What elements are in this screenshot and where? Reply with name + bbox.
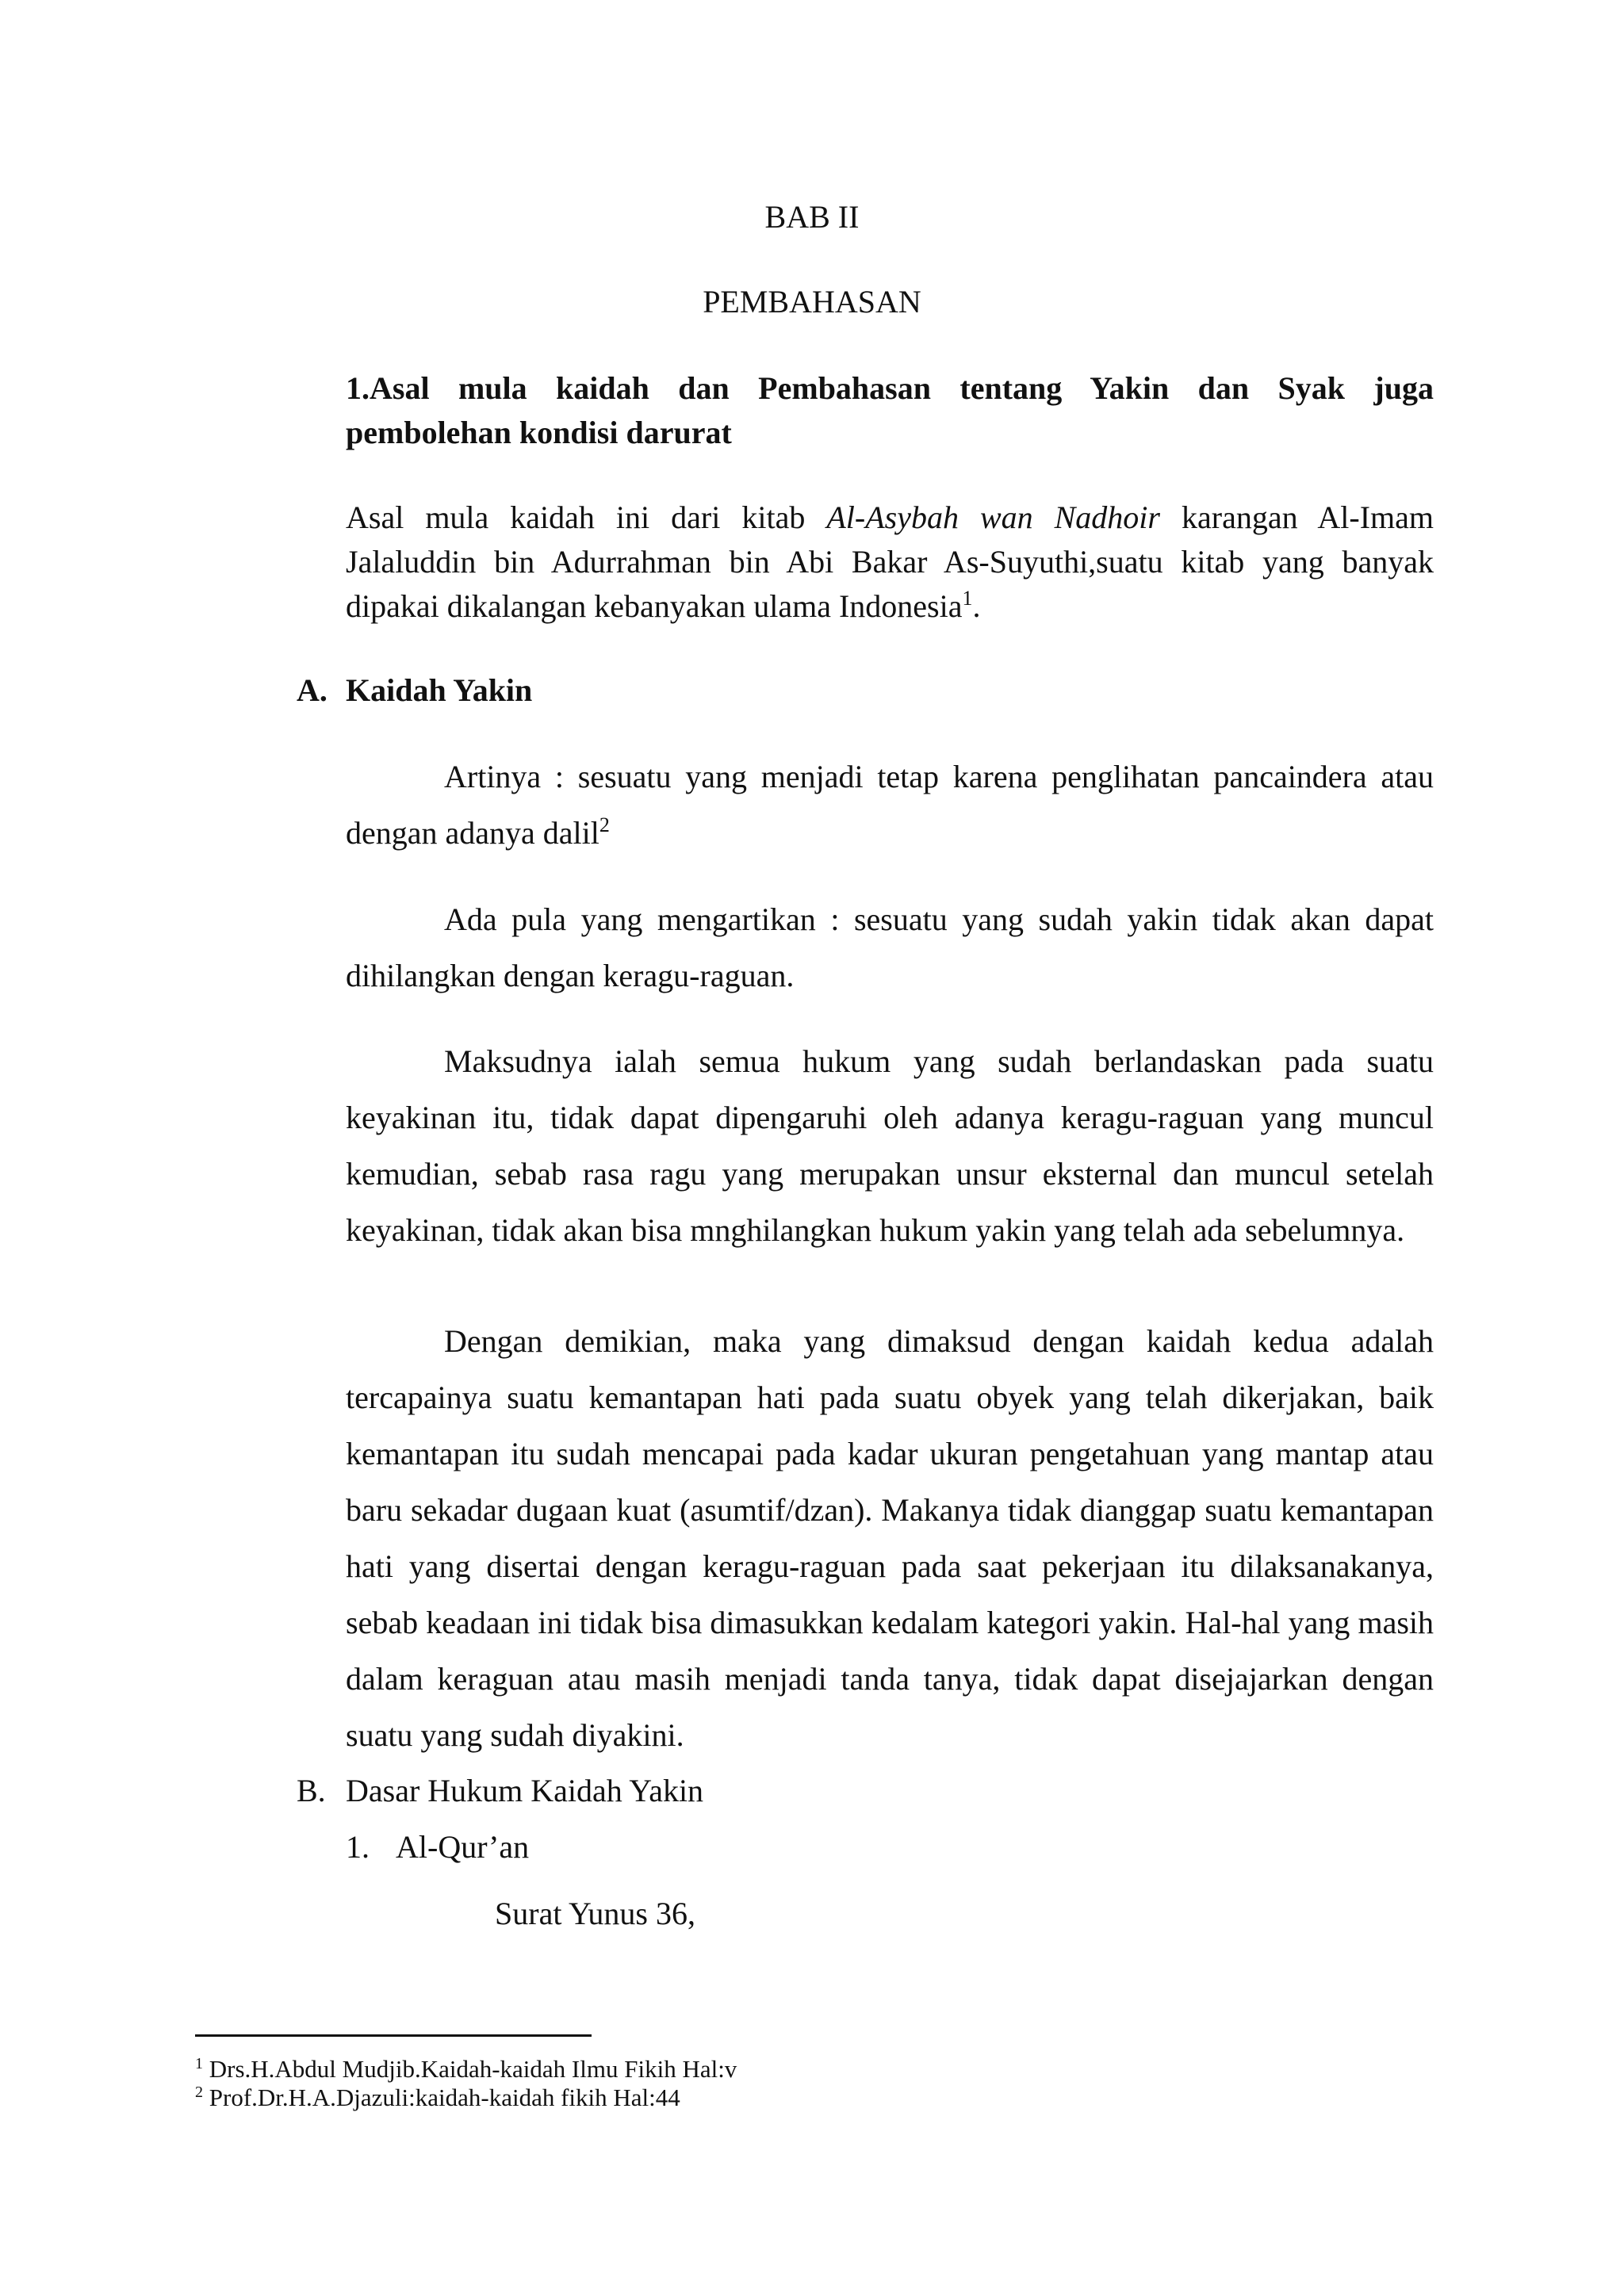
footnote-2-text: Prof.Dr.H.A.Djazuli:kaidah-kaidah fikih Hal:44 [209,2084,680,2111]
paragraph-artinya [346,748,1434,861]
paragraph-maksudnya: Maksudnya ialah semua hukum yang sudah berlandaskan pada suatu keyakinan itu, tidak dapat dipengaruhi oleh adanya keragu-raguan yang muncul kemudian, sebab rasa ragu yang merupakan unsur eksternal dan muncul setelah keyakinan, tidak akan bisa mnghilangkan hukum yakin yang telah ada sebelumnya. [346,1043,1434,1248]
footnote-2-number: 2 [195,2084,203,2101]
footnote-1 [195,2055,737,2084]
intro-text-start: Asal mula kaidah ini dari kitab [346,499,827,535]
subsection-heading [346,366,1434,455]
list-item-text: Al-Qur’an [396,1829,530,1865]
footnote-ref-2: 2 [599,813,610,836]
paragraph-artinya-text: Artinya : sesuatu yang menjadi tetap karena penglihatan pancaindera atau dengan adanya dalil [346,759,1434,851]
footnote-separator [195,2034,592,2037]
subsection-heading-line2: pembolehan kondisi darurat [346,415,732,450]
subsection-heading-line1: 1.Asal mula kaidah dan Pembahasan tentang Yakin dan Syak juga [346,370,1434,406]
chapter-title: BAB II [764,199,860,235]
surat-reference: Surat Yunus 36, [495,1896,695,1931]
book-title: Al-Asybah wan Nadhoir [826,499,1160,535]
paragraph-dengan-demikian: Dengan demikian, maka yang dimaksud dengan kaidah kedua adalah tercapainya suatu kemantapan hati pada suatu obyek yang telah dikerjakan, baik kemantapan itu sudah mencapai pada kadar ukuran pengetahuan yang mantap atau baru sekadar dugaan kuat (asumtif/dzan). Makanya tidak dianggap suatu kemantapan hati yang disertai dengan keragu-raguan pada saat pekerjaan itu dilaksanakanya, sebab keadaan ini tidak bisa dimasukkan kedalam kategori yakin. Hal-hal yang masih dalam keraguan atau masih menjadi tanda tanya, tidak dapat disejajarkan dengan suatu yang sudah diyakini. [346,1323,1434,1753]
footnote-1-text: Drs.H.Abdul Mudjib.Kaidah-kaidah Ilmu Fikih Hal:v [209,2055,737,2083]
footnote-ref-1: 1 [962,587,973,610]
list-item-number: 1. [346,1829,370,1865]
footnote-2 [195,2084,680,2112]
intro-text-end: . [972,588,981,624]
intro-paragraph [346,496,1434,629]
heading-b-text: Dasar Hukum Kaidah Yakin [346,1773,704,1808]
intro-text-rest: karangan Al-Imam Jalaluddin bin Adurrahman bin Abi Bakar As-Suyuthi,suatu kitab yang banyak dipakai dikalangan kebanyakan ulama Indonesia [346,499,1434,624]
heading-b-letter: B. [297,1773,326,1808]
footnote-1-number: 1 [195,2055,203,2072]
section-title: PEMBAHASAN [703,284,921,320]
heading-a-text: Kaidah Yakin [346,672,533,708]
paragraph-ada-pula: Ada pula yang mengartikan : sesuatu yang sudah yakin tidak akan dapat dihilangkan dengan keragu-raguan. [346,901,1434,993]
heading-a-letter: A. [297,672,327,708]
